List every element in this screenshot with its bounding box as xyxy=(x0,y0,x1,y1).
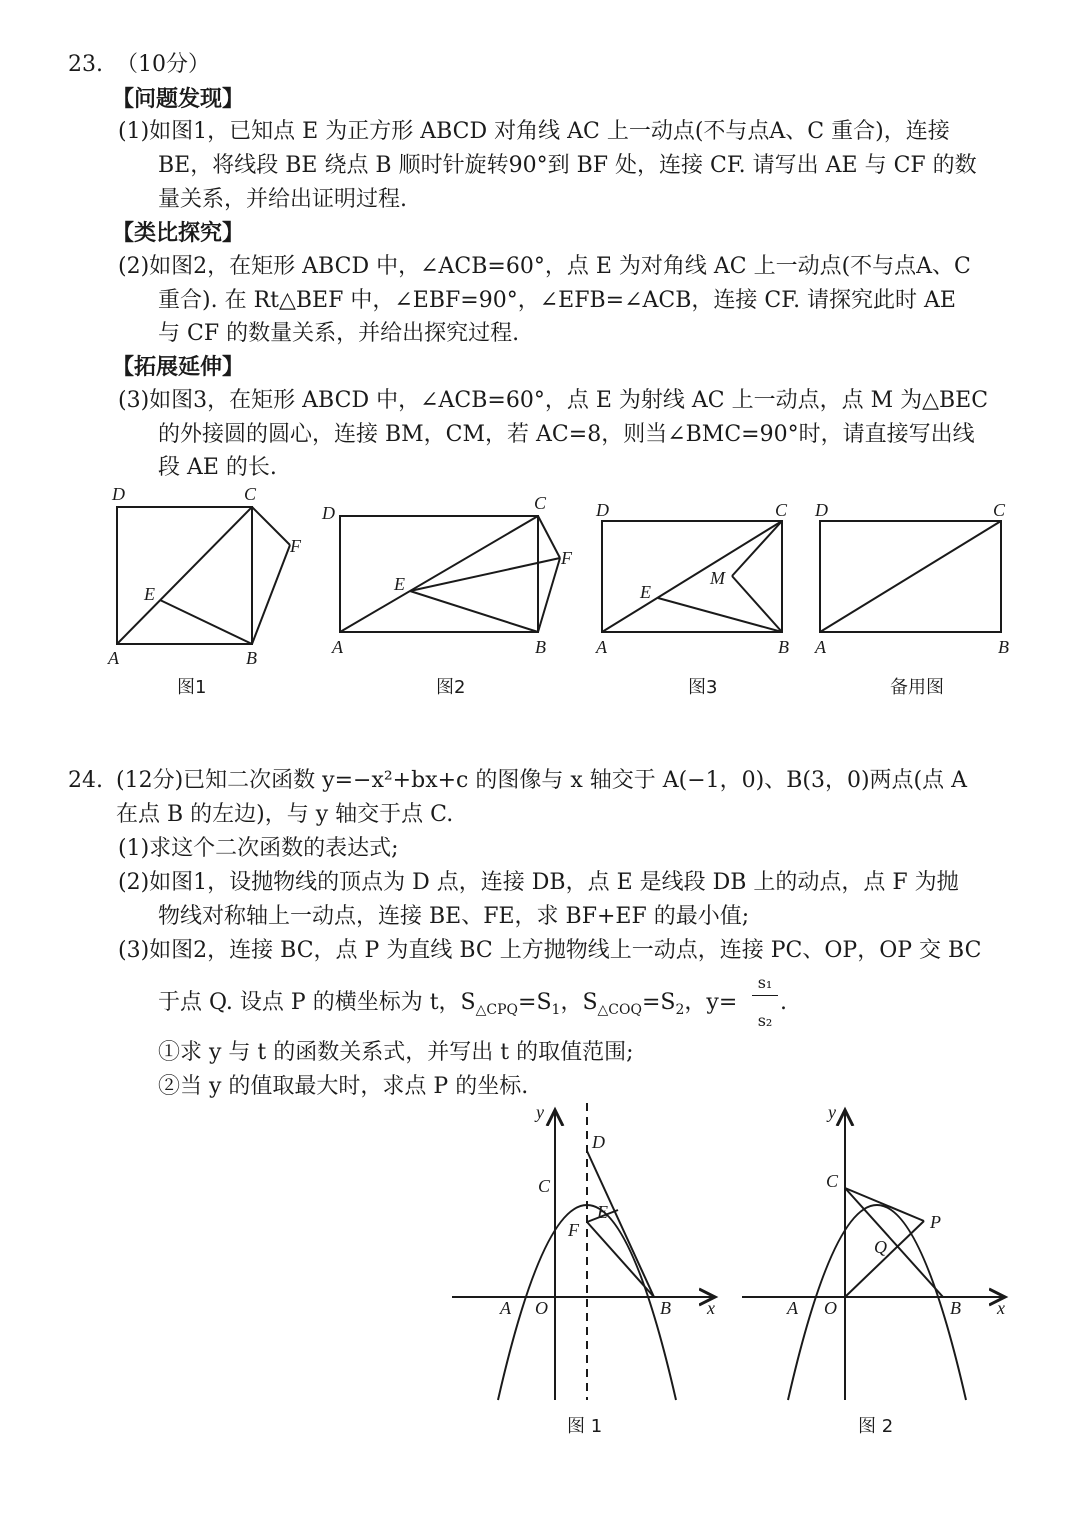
fig3-label-e: E xyxy=(640,582,651,602)
spare-label-b: B xyxy=(998,637,1009,657)
spare-label-d: D xyxy=(815,500,828,520)
q24-part1: (1)求这个二次函数的表达式; xyxy=(118,836,399,861)
q24-part3-line1: (3)如图2，连接 BC，点 P 为直线 BC 上方抛物线上一动点，连接 PC、OP，OP 交 BC xyxy=(118,938,982,963)
graph2-label-o: O xyxy=(824,1298,837,1318)
q24-p3-seg-b: =S xyxy=(518,990,552,1015)
graph1-label-x: x xyxy=(707,1298,715,1318)
graph1-label-c: C xyxy=(538,1176,551,1196)
graph1-label-e: E xyxy=(597,1202,608,1222)
fig1-label-e: E xyxy=(144,584,155,604)
graph2-label-x: x xyxy=(997,1298,1005,1318)
q24-part2-line2: 物线对称轴上一动点，连接 BE、FE，求 BF+EF 的最小值; xyxy=(158,904,750,929)
q23-part2-line3: 与 CF 的数量关系，并给出探究过程. xyxy=(158,321,520,346)
q24-fraction-numerator: s₁ xyxy=(757,973,773,992)
q23-part3-line3: 段 AE 的长. xyxy=(158,455,277,480)
q23-part1-line1: (1)如图1，已知点 E 为正方形 ABCD 对角线 AC 上一动点(不与点A、C 重合)，连接 xyxy=(118,119,950,144)
q24-p3-sub-1: 1 xyxy=(551,1002,561,1018)
q24-part2-line1: (2)如图1，设抛物线的顶点为 D 点，连接 DB，点 E 是线段 DB 上的动点，点 F 为抛 xyxy=(118,870,959,895)
q24-p3-sub-2: 2 xyxy=(675,1002,685,1018)
fig2-label-a: A xyxy=(332,637,343,657)
fig3-label-b: B xyxy=(778,637,789,657)
graph1-label-y: y xyxy=(536,1102,544,1122)
q23-number: 23. xyxy=(68,52,103,77)
q23-section-analogy: 【类比探究】 xyxy=(112,220,245,246)
graph1-label-a: A xyxy=(500,1298,511,1318)
q24-sub2: ②当 y 的值取最大时，求点 P 的坐标. xyxy=(158,1074,529,1099)
q24-caption-graph2: 图 2 xyxy=(858,1416,894,1437)
q23-part1-line3: 量关系，并给出证明过程. xyxy=(158,187,407,212)
q23-part2-line1: (2)如图2，在矩形 ABCD 中，∠ACB=60°，点 E 为对角线 AC 上一动点(不与点A、C xyxy=(118,254,971,279)
q23-part2-line2: 重合). 在 Rt△BEF 中，∠EBF=90°，∠EFB=∠ACB，连接 CF. 请探究此时 AE xyxy=(158,288,956,313)
fig1-label-f: F xyxy=(290,536,301,556)
graph1-label-f: F xyxy=(568,1220,579,1240)
graph1-label-o: O xyxy=(535,1298,548,1318)
fig2-label-c: C xyxy=(534,493,547,513)
fig2-label-d: D xyxy=(322,503,335,523)
q24-fraction-denominator: s₂ xyxy=(757,1011,773,1030)
q23-caption-fig2: 图2 xyxy=(436,677,466,698)
q24-intro-line2: 在点 B 的左边)，与 y 轴交于点 C. xyxy=(116,802,454,827)
q23-part3-line1: (3)如图3，在矩形 ABCD 中，∠ACB=60°，点 E 为射线 AC 上一动点，点 M 为△BEC xyxy=(118,388,989,413)
fig1-label-c: C xyxy=(244,484,257,504)
graph1-label-d: D xyxy=(592,1132,605,1152)
q23-caption-spare: 备用图 xyxy=(890,677,944,698)
q24-p3-sub-coq: △COQ xyxy=(597,1002,642,1018)
q24-p3-seg-e: ，y= xyxy=(684,990,738,1015)
q23-caption-fig3: 图3 xyxy=(688,677,718,698)
graph2-label-a: A xyxy=(787,1298,798,1318)
fig1-label-a: A xyxy=(108,648,119,668)
q24-p3-sub-cpq: △CPQ xyxy=(475,1002,519,1018)
q23-score: （10分） xyxy=(116,52,210,77)
spare-label-c: C xyxy=(993,500,1006,520)
q24-p3-seg-d: =S xyxy=(641,990,676,1015)
q24-number: 24. xyxy=(68,768,103,793)
q24-sub1: ①求 y 与 t 的函数关系式，并写出 t 的取值范围; xyxy=(158,1040,634,1065)
fig3-label-d: D xyxy=(596,500,609,520)
q23-part1-line2: BE，将线段 BE 绕点 B 顺时针旋转90°到 BF 处，连接 CF. 请写出 AE 与 CF 的数 xyxy=(158,153,977,178)
fig1-label-d: D xyxy=(112,484,125,504)
fig3-label-c: C xyxy=(775,500,788,520)
q24-intro-line1: (12分)已知二次函数 y=−x²+bx+c 的图像与 x 轴交于 A(−1，0)、B(3，0)两点(点 A xyxy=(116,768,968,793)
fig2-label-e: E xyxy=(394,574,405,594)
graph2-label-y: y xyxy=(828,1102,836,1122)
q24-p3-seg-a: 于点 Q. 设点 P 的横坐标为 t，S xyxy=(158,990,476,1015)
fig3-label-m: M xyxy=(710,568,725,588)
q24-p3-seg-c: ，S xyxy=(560,990,598,1015)
fig1-label-b: B xyxy=(246,648,257,668)
graph2-label-q: Q xyxy=(874,1237,887,1257)
q23-section-extension: 【拓展延伸】 xyxy=(112,354,245,380)
q23-caption-fig1: 图1 xyxy=(177,677,207,698)
fig3-label-a: A xyxy=(596,637,607,657)
graph2-label-b: B xyxy=(950,1298,961,1318)
graph2-label-c: C xyxy=(826,1171,839,1191)
q24-part3-period: . xyxy=(780,990,787,1015)
graph2-label-p: P xyxy=(930,1212,941,1232)
graph1-label-b: B xyxy=(660,1298,671,1318)
q24-caption-graph1: 图 1 xyxy=(567,1416,603,1437)
fig2-label-b: B xyxy=(535,637,546,657)
fig2-label-f: F xyxy=(561,548,572,568)
q23-section-discovery: 【问题发现】 xyxy=(112,86,245,112)
spare-label-a: A xyxy=(815,637,826,657)
q23-part3-line2: 的外接圆的圆心，连接 BM，CM，若 AC=8，则当∠BMC=90°时，请直接写出线 xyxy=(158,422,975,447)
